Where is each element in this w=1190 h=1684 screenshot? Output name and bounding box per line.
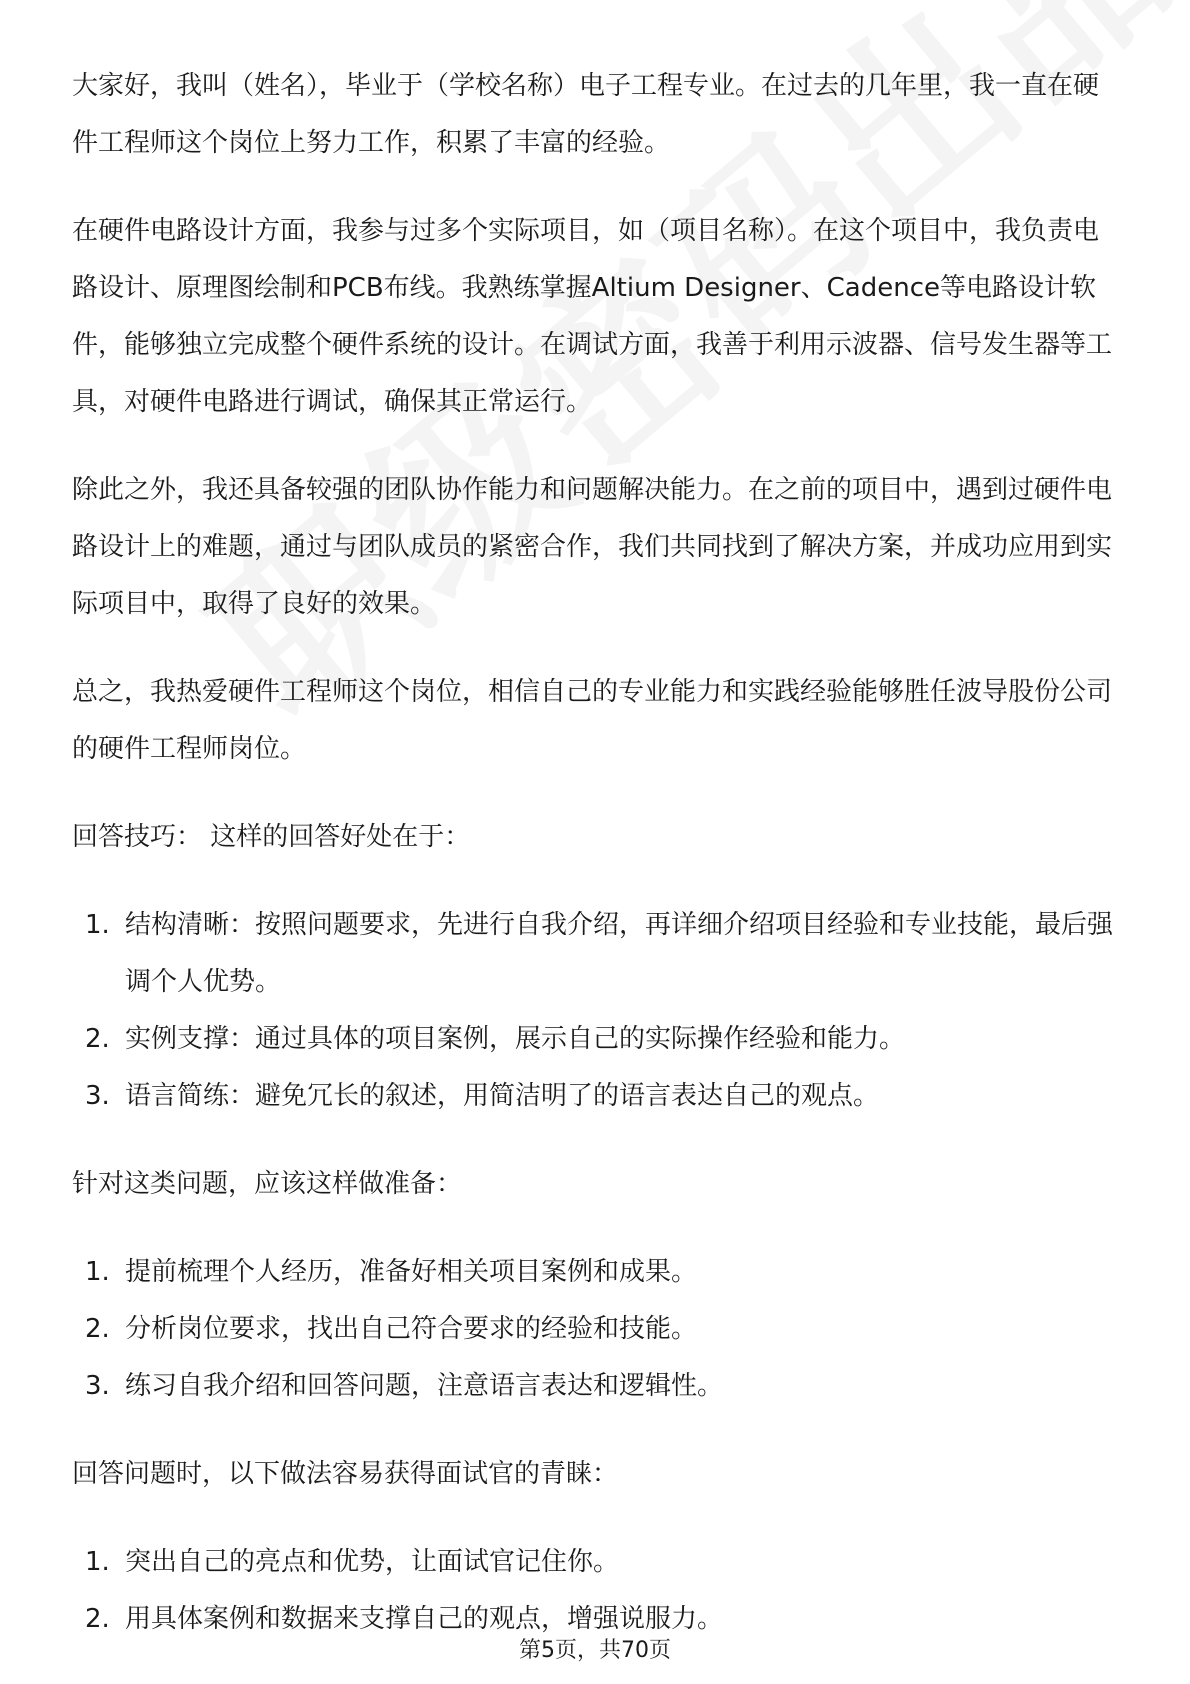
- list-number: 1.: [85, 910, 110, 940]
- prep-list: [72, 1244, 1122, 1415]
- favor-heading: 回答问题时，以下做法容易获得面试官的青睐：: [72, 1459, 619, 1489]
- list-number: 2.: [85, 1604, 110, 1634]
- list-item: [72, 1301, 1122, 1358]
- paragraph-summary: 总之，我热爱硬件工程师这个岗位，相信自己的专业能力和实践经验能够胜任波导股份公司的硬件工程师岗位。: [72, 677, 1113, 764]
- tips-list: [72, 897, 1122, 1125]
- list-item: [72, 1358, 1122, 1415]
- list-text: 提前梳理个人经历，准备好相关项目案例和成果。: [125, 1257, 698, 1287]
- tips-heading: 回答技巧： 这样的回答好处在于：: [72, 822, 471, 852]
- list-number: 1.: [85, 1257, 110, 1287]
- list-number: 3.: [85, 1081, 110, 1111]
- paragraph-teamwork: 除此之外，我还具备较强的团队协作能力和问题解决能力。在之前的项目中，遇到过硬件电路设计上的难题，通过与团队成员的紧密合作，我们共同找到了解决方案，并成功应用到实际项目中，取得了良好的效果。: [72, 475, 1113, 619]
- list-item: [72, 897, 1122, 1011]
- list-number: 1.: [85, 1547, 110, 1577]
- paragraph-intro: 大家好，我叫（姓名），毕业于（学校名称）电子工程专业。在过去的几年里，我一直在硬件工程师这个岗位上努力工作，积累了丰富的经验。: [72, 71, 1100, 158]
- list-text: 突出自己的亮点和优势，让面试官记住你。: [125, 1547, 620, 1577]
- list-number: 2.: [85, 1024, 110, 1054]
- favor-list: [72, 1534, 1122, 1648]
- list-number: 2.: [85, 1314, 110, 1344]
- prep-heading: 针对这类问题，应该这样做准备：: [72, 1169, 463, 1199]
- list-text: 实例支撑：通过具体的项目案例，展示自己的实际操作经验和能力。: [125, 1024, 906, 1054]
- list-item: [72, 1068, 1122, 1125]
- list-item: [72, 1244, 1122, 1301]
- list-number: 3.: [85, 1371, 110, 1401]
- list-text: 用具体案例和数据来支撑自己的观点，增强说服力。: [125, 1604, 724, 1634]
- list-text: 结构清晰：按照问题要求，先进行自我介绍，再详细介绍项目经验和专业技能，最后强调个人优势。: [125, 910, 1114, 997]
- list-text: 练习自我介绍和回答问题，注意语言表达和逻辑性。: [125, 1371, 724, 1401]
- list-text: 语言简练：避免冗长的叙述，用简洁明了的语言表达自己的观点。: [125, 1081, 880, 1111]
- list-item: [72, 1534, 1122, 1591]
- paragraph-design: 在硬件电路设计方面，我参与过多个实际项目，如（项目名称）。在这个项目中，我负责电路设计、原理图绘制和PCB布线。我熟练掌握Altium Designer、Cadence等电路设计软件，能够独立完成整个硬件系统的设计。在调试方面，我善于利用示波器、信号发生器等工具，对硬件电路进行调试，确保其正常运行。: [72, 216, 1113, 417]
- list-item: [72, 1011, 1122, 1068]
- document-body: [72, 58, 1122, 1679]
- page-number: 第5页，共70页: [519, 1638, 671, 1663]
- list-text: 分析岗位要求，找出自己符合要求的经验和技能。: [125, 1314, 698, 1344]
